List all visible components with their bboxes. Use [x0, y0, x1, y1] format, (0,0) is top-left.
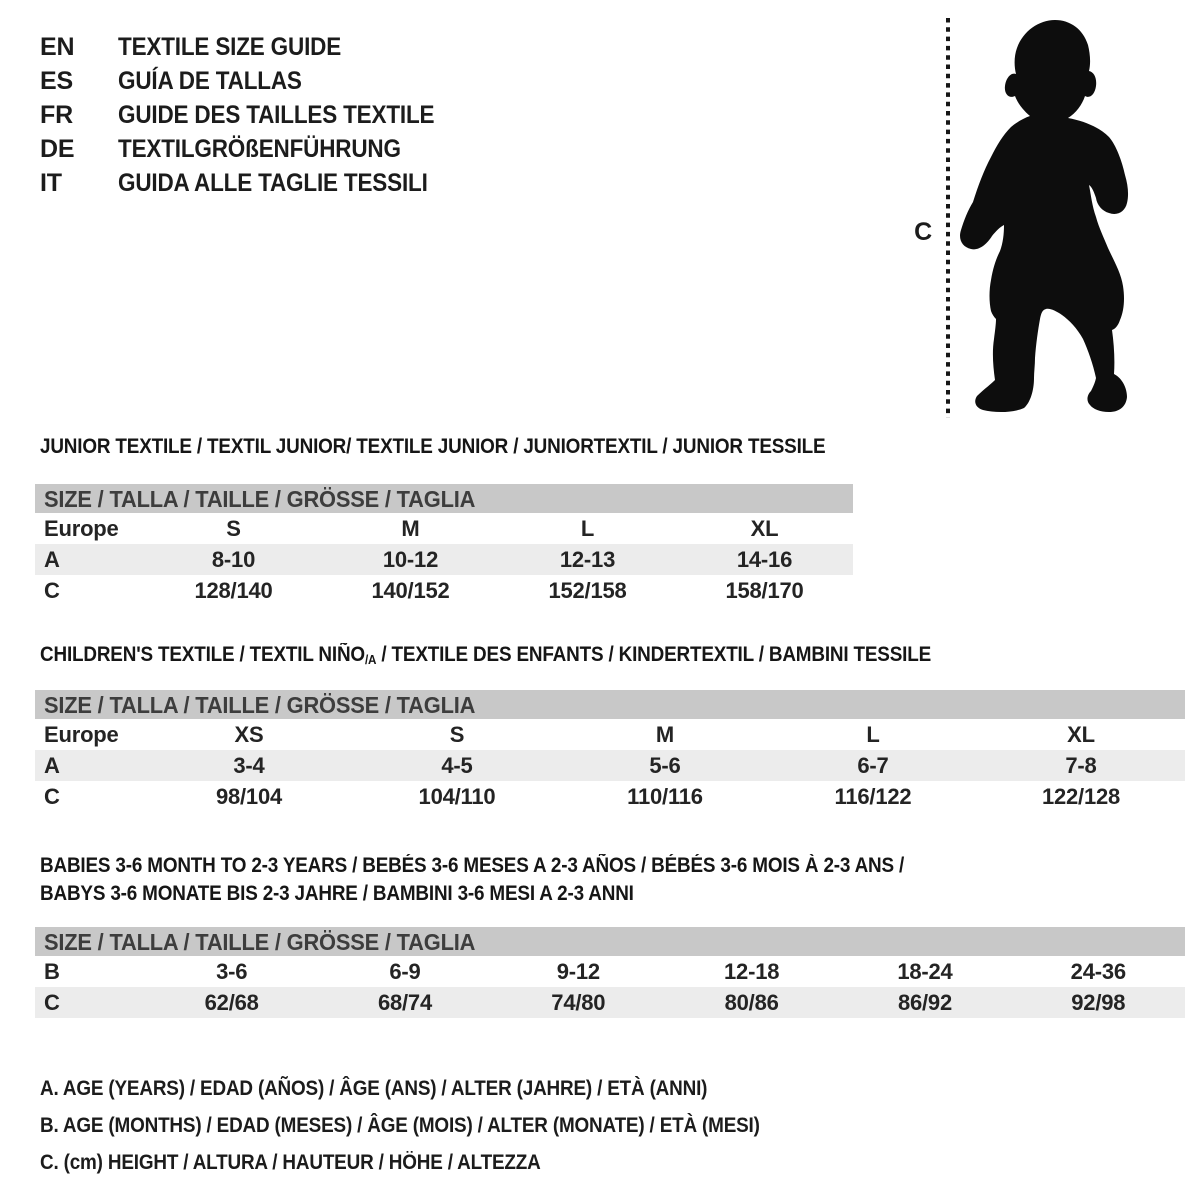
age-cell: 24-36 — [1070, 958, 1126, 984]
measure-legend — [40, 1070, 840, 1181]
age-cell: 3-6 — [216, 958, 248, 984]
legend-line-c — [40, 1144, 840, 1181]
size-header-text: SIZE / TALLA / TAILLE / GRÖSSE / TAGLIA — [44, 486, 476, 512]
age-cell: 4-5 — [441, 752, 473, 778]
size-header-text: SIZE / TALLA / TAILLE / GRÖSSE / TAGLIA — [44, 692, 476, 718]
age-cell: 12-13 — [559, 546, 616, 572]
language-guide-title: TEXTILGRÖßENFÜHRUNG — [118, 134, 401, 163]
children-section-title — [40, 643, 1030, 667]
size-cell: XL — [750, 515, 779, 541]
size-cell: L — [866, 721, 880, 747]
size-cell: XL — [1067, 721, 1095, 747]
table-row-age-months — [35, 956, 1185, 987]
age-cell: 14-16 — [736, 546, 793, 572]
age-cell: 6-7 — [857, 752, 889, 778]
row-label-cell: Europe — [44, 515, 119, 541]
language-code: EN — [40, 32, 75, 61]
babies-size-table — [35, 927, 1185, 1018]
row-label-cell: A — [44, 752, 60, 778]
junior-section-title — [40, 435, 913, 459]
language-guide-title: GUIDE DES TAILLES TEXTILE — [118, 100, 435, 129]
size-cell: XS — [234, 721, 264, 747]
height-cell: 122/128 — [1041, 783, 1121, 809]
row-label-cell: Europe — [44, 721, 119, 747]
size-header-bar — [35, 690, 1185, 719]
table-row-height-cm — [35, 781, 1185, 812]
language-row — [40, 30, 470, 64]
language-row — [40, 98, 470, 132]
toddler-figure — [938, 14, 1148, 426]
table-row-height-cm — [35, 575, 853, 606]
age-cell: 5-6 — [649, 752, 681, 778]
height-cell: 68/74 — [377, 989, 433, 1015]
height-cell: 98/104 — [215, 783, 283, 809]
age-cell: 9-12 — [556, 958, 600, 984]
children-section-title-text — [40, 643, 931, 667]
junior-size-table — [35, 484, 853, 606]
size-cell: L — [580, 515, 595, 541]
row-label-cell: C — [44, 989, 60, 1015]
language-guide-title: GUÍA DE TALLAS — [118, 66, 302, 95]
height-cell: 128/140 — [194, 577, 273, 603]
row-label-cell: C — [44, 783, 60, 809]
height-cell: 104/110 — [418, 783, 496, 809]
height-cell: 116/122 — [834, 783, 912, 809]
legend-line-b-text: B. AGE (MONTHS) / EDAD (MESES) / ÂGE (MOIS) / ALTER (MONATE) / ETÀ (MESI) — [40, 1113, 760, 1137]
age-cell: 6-9 — [389, 958, 421, 984]
age-cell: 10-12 — [382, 546, 439, 572]
table-row-age-years — [35, 750, 1185, 781]
language-row — [40, 166, 470, 200]
row-label-cell: A — [44, 546, 60, 572]
age-cell: 18-24 — [897, 958, 953, 984]
age-cell: 3-4 — [233, 752, 265, 778]
language-code: FR — [40, 100, 73, 129]
language-row — [40, 64, 470, 98]
children-size-table — [35, 690, 1185, 812]
legend-line-a — [40, 1070, 840, 1107]
table-row-age-years — [35, 544, 853, 575]
age-cell: 12-18 — [724, 958, 780, 984]
junior-section-title-text: JUNIOR TEXTILE / TEXTIL JUNIOR/ TEXTILE JUNIOR / JUNIORTEXTIL / JUNIOR TESSILE — [40, 435, 826, 458]
size-header-bar — [35, 484, 853, 513]
children-title-post: / TEXTILE DES ENFANTS / KINDERTEXTIL / BAMBINI TESSILE — [376, 643, 932, 666]
language-code: ES — [40, 66, 73, 95]
children-title-sub: /A — [364, 651, 377, 667]
age-cell: 8-10 — [211, 546, 256, 572]
height-cell: 80/86 — [724, 989, 779, 1015]
size-header-text: SIZE / TALLA / TAILLE / GRÖSSE / TAGLIA — [44, 929, 476, 955]
legend-line-c-text: C. (cm) HEIGHT / ALTURA / HAUTEUR / HÖHE / ALTEZZA — [40, 1150, 541, 1174]
table-row-europe — [35, 513, 853, 544]
children-title-pre: CHILDREN'S TEXTILE / TEXTIL NIÑO — [40, 643, 365, 666]
language-row — [40, 132, 470, 166]
legend-line-b — [40, 1107, 840, 1144]
table-row-europe — [35, 719, 1185, 750]
table-row-height-cm — [35, 987, 1185, 1018]
row-label-cell: B — [44, 958, 60, 984]
babies-title-line2: BABYS 3-6 MONATE BIS 2-3 JAHRE / BAMBINI 3-6 MESI A 2-3 ANNI — [40, 882, 634, 905]
size-header-bar — [35, 927, 1185, 956]
height-marker-label: C — [914, 218, 932, 246]
height-cell: 152/158 — [548, 577, 627, 603]
size-cell: S — [226, 515, 241, 541]
legend-line-a-text: A. AGE (YEARS) / EDAD (AÑOS) / ÂGE (ANS) / ALTER (JAHRE) / ETÀ (ANNI) — [40, 1076, 708, 1100]
size-cell: M — [655, 721, 675, 747]
size-cell: S — [449, 721, 465, 747]
row-label-cell: C — [44, 577, 60, 603]
height-cell: 110/116 — [627, 783, 703, 809]
height-cell: 74/80 — [551, 989, 606, 1015]
language-code: IT — [40, 168, 62, 197]
height-cell: 92/98 — [1071, 989, 1126, 1015]
language-guide-title: TEXTILE SIZE GUIDE — [118, 32, 342, 61]
language-guide-title: GUIDA ALLE TAGLIE TESSILI — [118, 168, 428, 197]
language-title-list — [40, 30, 470, 200]
babies-section-title — [40, 852, 1000, 908]
babies-title-line1: BABIES 3-6 MONTH TO 2-3 YEARS / BEBÉS 3-6 MESES A 2-3 AÑOS / BÉBÉS 3-6 MOIS À 2-3 ANS / — [40, 854, 905, 877]
age-cell: 7-8 — [1065, 752, 1097, 778]
height-cell: 140/152 — [371, 577, 450, 603]
language-code: DE — [40, 134, 75, 163]
height-cell: 62/68 — [204, 989, 259, 1015]
height-cell: 86/92 — [897, 989, 952, 1015]
height-cell: 158/170 — [725, 577, 804, 603]
toddler-silhouette-icon — [960, 20, 1128, 412]
size-cell: M — [401, 515, 420, 541]
